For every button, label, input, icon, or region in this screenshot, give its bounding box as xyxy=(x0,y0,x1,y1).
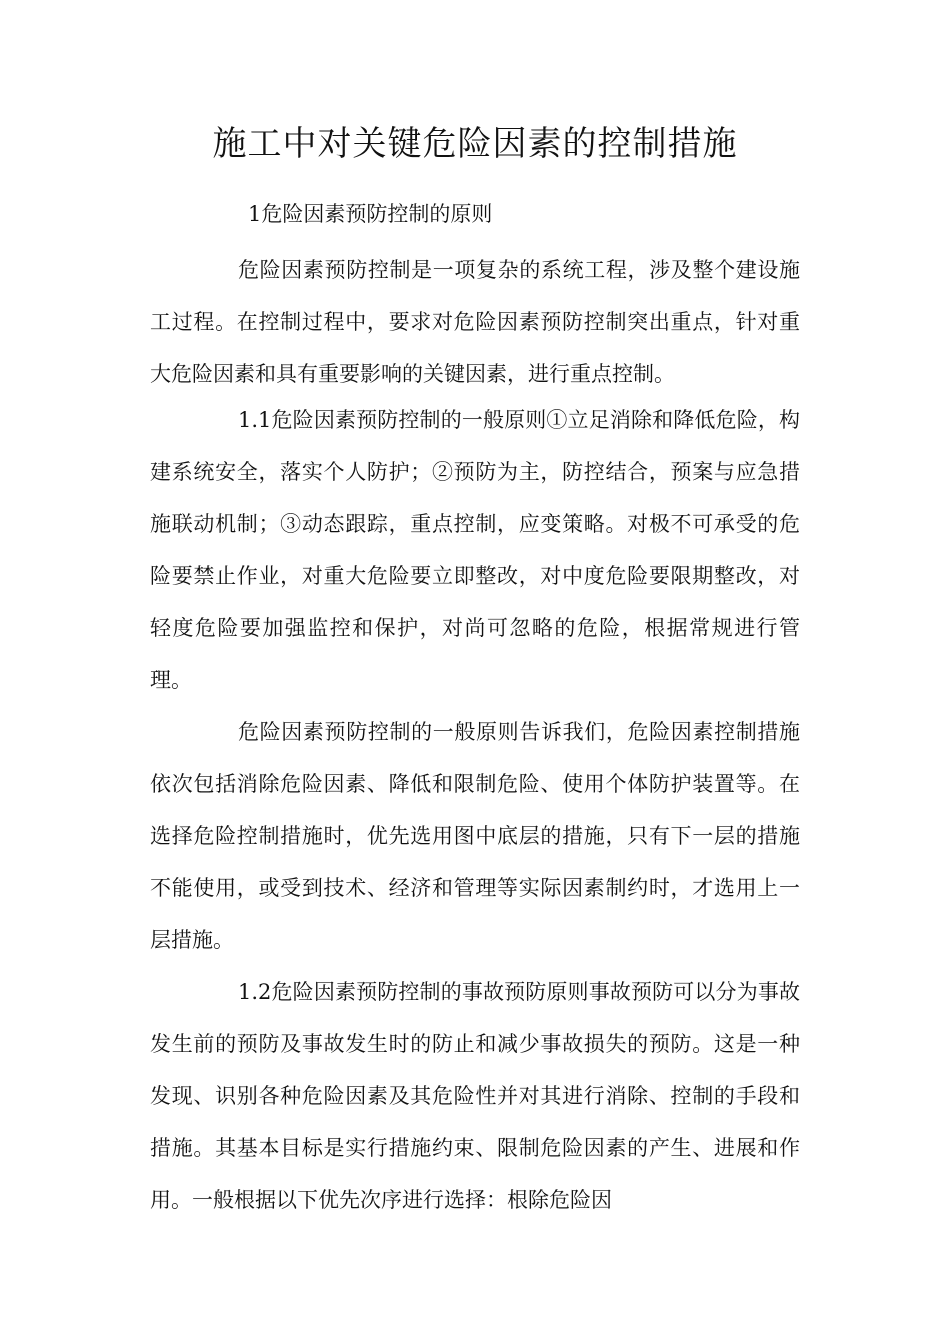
paragraph-3: 危险因素预防控制的一般原则告诉我们，危险因素控制措施依次包括消除危险因素、降低和限制危险、使用个体防护装置等。在选择危险控制措施时，优先选用图中底层的措施，只有下一层的措施不能使用，或受到技术、经济和管理等实际因素制约时，才选用上一层措施。 xyxy=(150,720,800,952)
page-title: 施工中对关键危险因素的控制措施 xyxy=(212,124,738,164)
paragraph-1: 危险因素预防控制是一项复杂的系统工程，涉及整个建设施工过程。在控制过程中，要求对危险因素预防控制突出重点，针对重大危险因素和具有重要影响的关键因素，进行重点控制。 xyxy=(150,258,800,386)
paragraph-4: 1.2危险因素预防控制的事故预防原则事故预防可以分为事故发生前的预防及事故发生时的防止和减少事故损失的预防。这是一种发现、识别各种危险因素及其危险性并对其进行消除、控制的手段和措施。其基本目标是实行措施约束、限制危险因素的产生、进展和作用。一般根据以下优先次序进行选择：根除危险因 xyxy=(150,980,800,1212)
section-heading: 1危险因素预防控制的原则 xyxy=(248,202,493,226)
paragraph-2: 1.1危险因素预防控制的一般原则①立足消除和降低危险，构建系统安全，落实个人防护；②预防为主，防控结合，预案与应急措施联动机制；③动态跟踪，重点控制，应变策略。对极不可承受的危险要禁止作业，对重大危险要立即整改，对中度危险要限期整改，对轻度危险要加强监控和保护，对尚可忽略的危险，根据常规进行管理。 xyxy=(150,408,800,692)
